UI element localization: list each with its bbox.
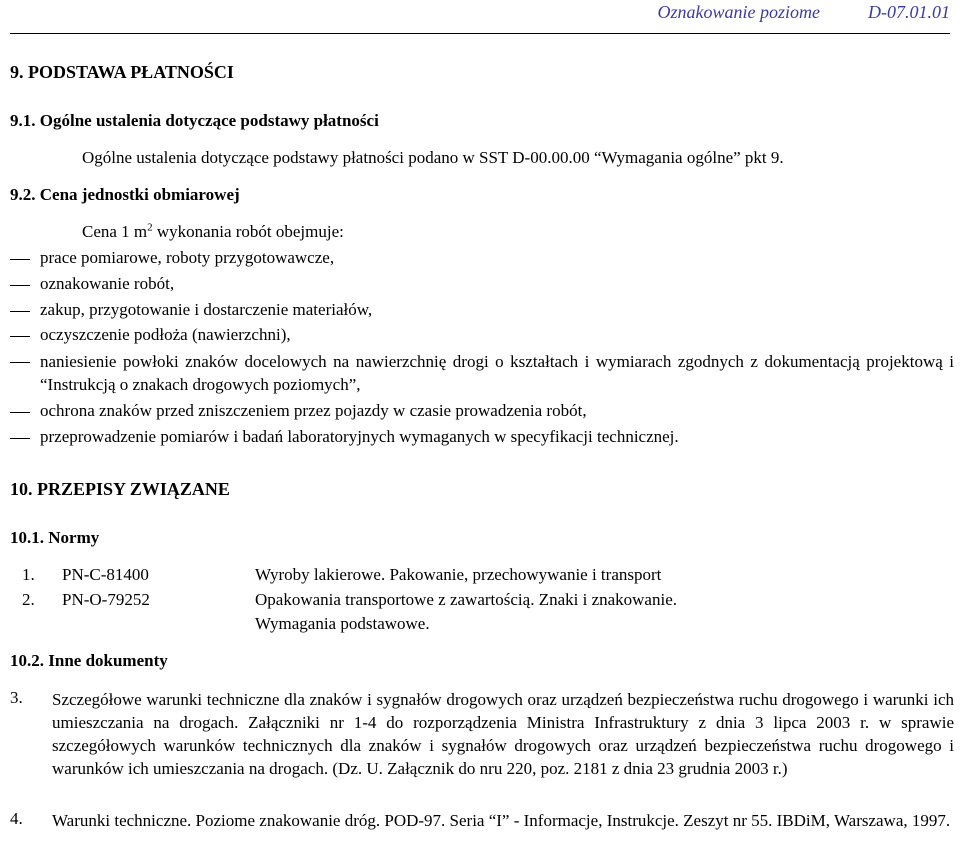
list-dash — [10, 259, 30, 260]
price-intro — [82, 222, 344, 242]
norm-number: 2. — [22, 590, 35, 609]
header-divider — [10, 33, 950, 34]
list-dash — [10, 438, 30, 439]
price-intro-sup: 2 — [147, 221, 153, 234]
section-9-1-text: Ogólne ustalenia dotyczące podstawy płatności podano w SST D-00.00.00 “Wymagania ogólne” pkt 9. — [82, 148, 784, 167]
page-header — [658, 2, 950, 23]
price-item: przeprowadzenie pomiarów i badań laboratoryjnych wymaganych w specyfikacji technicznej. — [40, 427, 679, 446]
price-item: ochrona znaków przed zniszczeniem przez pojazdy w czasie prowadzenia robót, — [40, 401, 587, 420]
section-9-heading: 9. PODSTAWA PŁATNOŚCI — [10, 62, 234, 82]
norm-number: 1. — [22, 565, 35, 584]
list-dash — [10, 412, 30, 413]
document-number: 4. — [10, 809, 23, 828]
document-number: 3. — [10, 688, 23, 707]
header-title: Oznakowanie poziome — [657, 2, 820, 22]
list-dash — [10, 336, 30, 337]
norm-description: Wyroby lakierowe. Pakowanie, przechowywanie i transport — [255, 565, 662, 584]
list-dash — [10, 285, 30, 286]
price-item: prace pomiarowe, roboty przygotowawcze, — [40, 248, 335, 267]
section-10-heading: 10. PRZEPISY ZWIĄZANE — [10, 479, 230, 499]
price-item: naniesienie powłoki znaków docelowych na nawierzchnię drogi o kształtach i wymiarach zgodnych z dokumentacją projektową i “Instrukcją o znakach drogowych poziomych”, — [40, 352, 954, 394]
norm-code: PN-O-79252 — [62, 590, 150, 609]
section-10-2-heading: 10.2. Inne dokumenty — [10, 651, 168, 670]
document-reference: Szczegółowe warunki techniczne dla znaków i sygnałów drogowych oraz urządzeń bezpieczeństwa ruchu drogowego i warunki ich umieszczania na drogach. Załączniki nr 1-4 do rozporządzenia Ministra Infrastruktury z dnia 3 lipca 2003 r. w sprawie szczegółowych warunków technicznych dla znaków i sygnałów drogowych oraz urządzeń bezpieczeństwa ruchu drogowego i warunków ich umieszczania na drogach. (Dz. U. Załącznik do nru 220, poz. 2181 z dnia 23 grudnia 2003 r.) — [52, 690, 954, 778]
price-intro-before: Cena 1 m — [82, 222, 148, 241]
list-dash — [10, 362, 30, 363]
document-reference: Warunki techniczne. Poziome znakowanie dróg. POD-97. Seria “I” - Informacje, Instrukcje. Zeszyt nr 55. IBDiM, Warszawa, 1997. — [52, 811, 951, 830]
section-9-1-heading: 9.1. Ogólne ustalenia dotyczące podstawy płatności — [10, 111, 379, 130]
price-intro-after: wykonania robót obejmuje: — [152, 222, 344, 241]
section-9-2-heading: 9.2. Cena jednostki obmiarowej — [10, 185, 240, 204]
norm-description-cont: Wymagania podstawowe. — [255, 614, 430, 633]
list-dash — [10, 311, 30, 312]
price-item: zakup, przygotowanie i dostarczenie materiałów, — [40, 300, 373, 319]
norm-description: Opakowania transportowe z zawartością. Znaki i znakowanie. — [255, 590, 677, 609]
price-item: oznakowanie robót, — [40, 274, 175, 293]
header-code: D-07.01.01 — [868, 2, 950, 22]
section-10-1-heading: 10.1. Normy — [10, 528, 100, 547]
price-item: oczyszczenie podłoża (nawierzchni), — [40, 325, 291, 344]
norm-code: PN-C-81400 — [62, 565, 149, 584]
